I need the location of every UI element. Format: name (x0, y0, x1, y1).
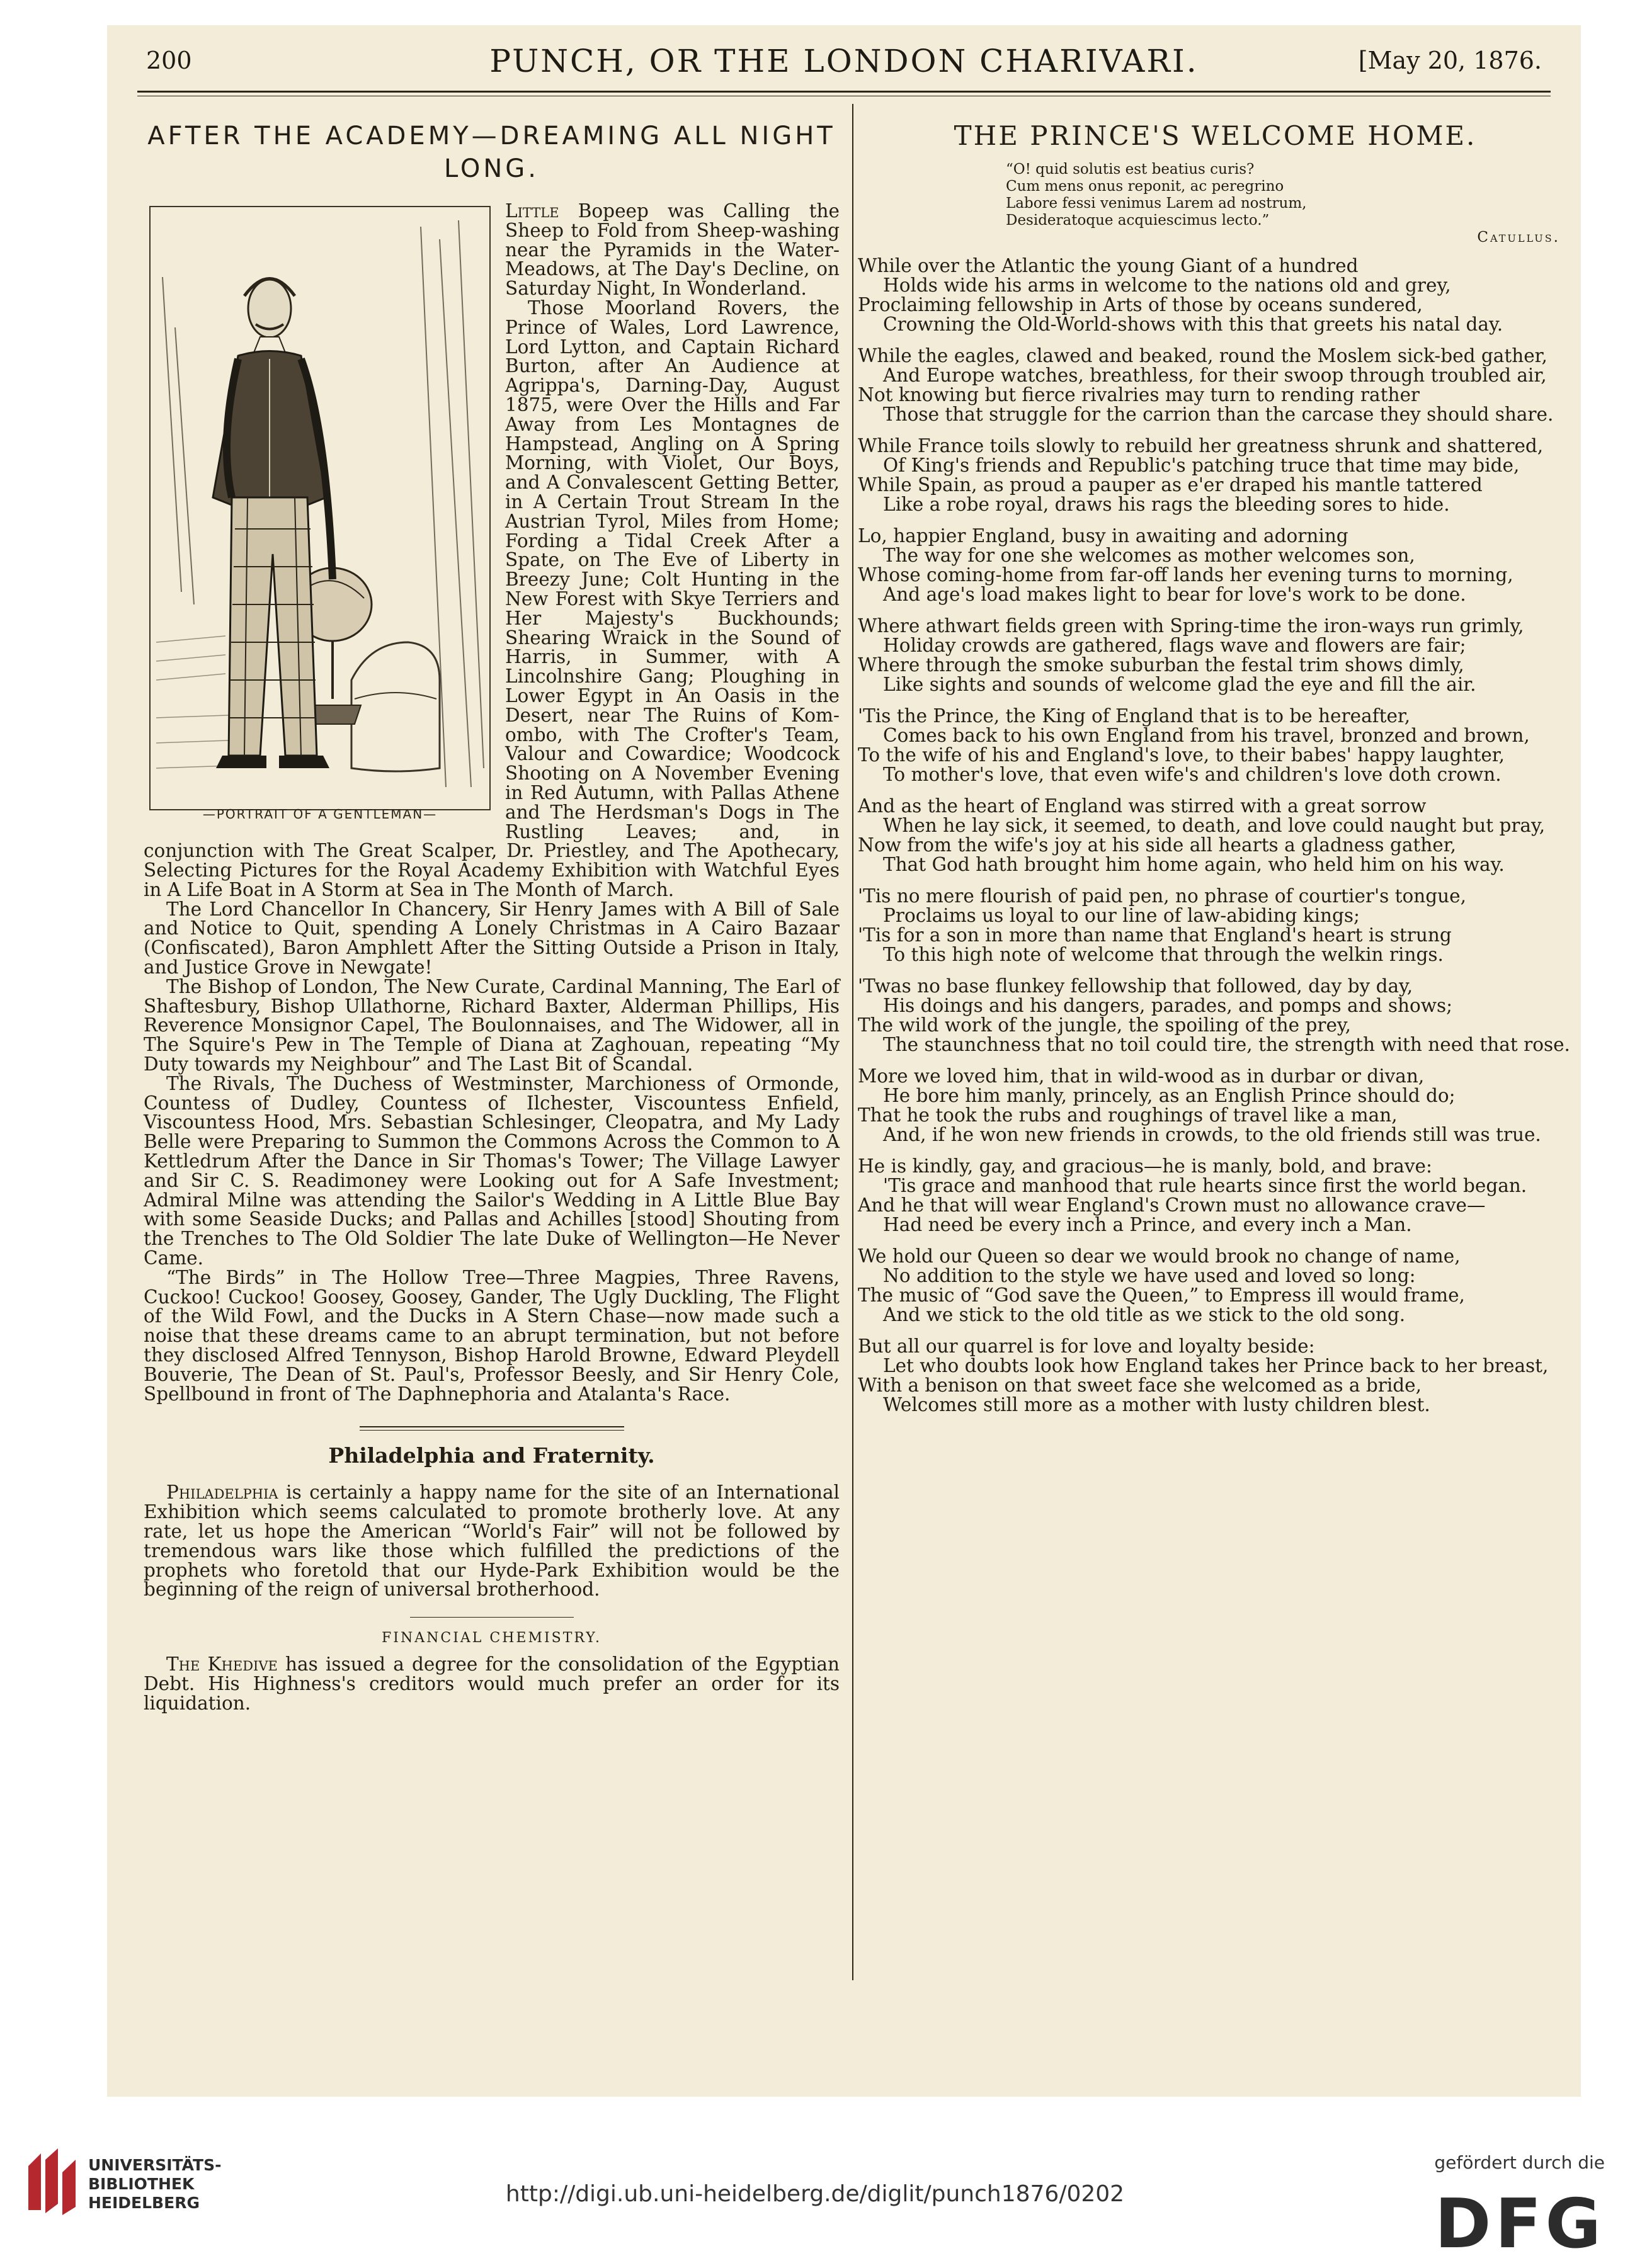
gentleman-engraving-icon (144, 201, 496, 834)
poem-stanza (858, 706, 1573, 785)
poem-line: And we stick to the old title as we stick to the old song. (883, 1304, 1406, 1325)
poem-line: While the eagles, clawed and beaked, round the Moslem sick-bed gather, (858, 345, 1547, 366)
university-name: UNIVERSITÄTS- BIBLIOTHEK HEIDELBERG (88, 2156, 222, 2212)
section-divider (360, 1426, 624, 1431)
poem-line: When he lay sick, it seemed, to death, and love could naught but pray, (883, 815, 1546, 836)
poem-stanza (858, 977, 1573, 1055)
poem-line: Those that struggle for the carrion than the carcase they should share. (883, 404, 1554, 425)
poem-line: 'Twas no base flunkey fellowship that followed, day by day, (858, 975, 1413, 997)
funded-by-label: gefördert durch die (1434, 2152, 1605, 2173)
poem-line: 'Tis grace and manhood that rule hearts since first the world began. (883, 1175, 1527, 1196)
poem-line: More we loved him, that in wild-wood as in durbar or divan, (858, 1065, 1425, 1087)
poem-line: Crowning the Old-World-shows with this that greets his natal day. (883, 314, 1503, 335)
poem-line: The wild work of the jungle, the spoiling of the prey, (858, 1014, 1352, 1036)
poem-line: Now from the wife's joy at his side all hearts a gladness gather, (858, 834, 1456, 856)
column-divider (852, 104, 853, 1980)
poem-line: 'Tis for a son in more than name that England's heart is strung (858, 924, 1452, 946)
illustration-caption: —PORTRAIT OF A GENTLEMAN— (202, 807, 438, 822)
epigraph (1006, 161, 1573, 246)
poem-line: Not knowing but fierce rivalries may turn to rending rather (858, 384, 1420, 405)
dfg-logo: DFG (1434, 2185, 1605, 2264)
article-paragraph: The Rivals, The Duchess of Westminster, Marchioness of Ormonde, Countess of Dudley, Countess of Ilchester, Viscountess Enfield, Viscountess Hood, Mrs. Sebastian Schlesinger, Cleopatra, and My Lady Belle were Preparing to Summon the Commons Across the Common to A Kettledrum After the Dance in Sir Thomas's Tower; The Village Lawyer and Sir C. S. Readimoney were Looking out for A Safe Investment; Admiral Milne was attending the Sailor's Wedding in A Little Blue Bay with some Seaside Ducks; and Pallas and Achilles [stood] Shouting from the Trenches to The Old Soldier The late Duke of Wellington—He Never Came. (144, 1072, 840, 1269)
poem-line: While Spain, as proud a pauper as e'er draped his mantle tattered (858, 474, 1483, 496)
poem-line: He bore him manly, princely, as an English Prince should do; (883, 1085, 1456, 1106)
poem-line: His doings and his dangers, parades, and pomps and shows; (883, 995, 1453, 1016)
poem-line: He is kindly, gay, and gracious—he is manly, bold, and brave: (858, 1155, 1432, 1177)
poem-line: While over the Atlantic the young Giant of a hundred (858, 255, 1359, 276)
poem-title: THE PRINCE'S WELCOME HOME. (954, 120, 1477, 151)
permalink-url[interactable]: http://digi.ub.uni-heidelberg.de/diglit/punch1876/0202 (505, 2181, 1125, 2207)
poem-stanza (858, 526, 1573, 604)
poem-line: Holiday crowds are gathered, flags wave and flowers are fair; (883, 635, 1466, 656)
epigraph-line: “O! quid solutis est beatius curis? (1006, 161, 1255, 178)
right-column (858, 120, 1573, 1427)
article-title: AFTER THE ACADEMY—DREAMING ALL NIGHT LONG. (147, 122, 836, 183)
poem-line: To mother's love, that even wife's and children's love doth crown. (883, 764, 1502, 785)
poem-line: We hold our Queen so dear we would brook no change of name, (858, 1245, 1461, 1267)
financial-chemistry-body: The Khedive has issued a degree for the consolidation of the Egyptian Debt. His Highness's creditors would much prefer an order for its liquidation. (144, 1653, 840, 1714)
poem-line: The staunchness that no toil could tire, the strength with need that rose. (883, 1034, 1570, 1055)
poem-line: That he took the rubs and roughings of travel like a man, (858, 1104, 1398, 1126)
philadelphia-body: Philadelphia is certainly a happy name for the site of an International Exhibition which seems calculated to promote brotherly love. At any rate, let us hope the American “World's Fair” will not be followed by tremendous wars like those which fulfilled the predictions of the prophets who foretold that our Hyde-Park Exhibition would be the beginning of the reign of universal brotherhood. (144, 1482, 840, 1601)
article-paragraph: The Lord Chancellor In Chancery, Sir Henry James with A Bill of Sale and Notice to Quit, spending A Lonely Christmas in A Cairo Bazaar (Confiscated), Baron Amphlett After the Sitting Outside a Prison in Italy, and Justice Grove in Newgate! (144, 898, 840, 978)
poem-stanza (858, 797, 1573, 875)
poem-line: Comes back to his own England from his travel, bronzed and brown, (883, 725, 1530, 746)
newspaper-page (107, 25, 1581, 2097)
poem-line: Lo, happier England, busy in awaiting and adorning (858, 525, 1348, 547)
poem-line: No addition to the style we have used and loved so long: (883, 1265, 1416, 1286)
poem-line: Like sights and sounds of welcome glad the eye and fill the air. (883, 674, 1476, 695)
poem-stanzas (858, 256, 1573, 1415)
poem-stanza (858, 436, 1573, 514)
poem-line: But all our quarrel is for love and loyalty beside: (858, 1335, 1315, 1357)
poem-line: 'Tis no mere flourish of paid pen, no phrase of courtier's tongue, (858, 885, 1466, 907)
khedive-lead: The Khedive (166, 1653, 278, 1675)
section-divider (410, 1617, 574, 1618)
issue-date: [May 20, 1876. (1358, 47, 1542, 74)
poem-line: And age's load makes light to bear for love's work to be done. (883, 584, 1466, 605)
poem-line: And he that will wear England's Crown must no allowance crave— (858, 1194, 1486, 1216)
poem-line: The music of “God save the Queen,” to Empress ill would frame, (858, 1284, 1465, 1306)
portrait-illustration (144, 201, 496, 834)
left-column (144, 120, 840, 1713)
poem-line: Let who doubts look how England takes her Prince back to her breast, (883, 1355, 1549, 1376)
philadelphia-lead: Philadelphia (166, 1482, 278, 1504)
financial-chemistry-title: FINANCIAL CHEMISTRY. (382, 1630, 601, 1647)
poem-line: And Europe watches, breathless, for their swoop through troubled air, (883, 365, 1547, 386)
digitization-footer (0, 2097, 1630, 2268)
poem-stanza (858, 1247, 1573, 1325)
article-body (144, 201, 840, 1403)
article-paragraph: Little Bopeep was Calling the Sheep to Fold from Sheep-washing near the Pyramids in the Water-Meadows, at The Day's Decline, on Saturday Night, In Wonderland. (505, 200, 840, 300)
poem-stanza (858, 1157, 1573, 1235)
philadelphia-title: Philadelphia and Fraternity. (328, 1443, 655, 1468)
poem-line: Welcomes still more as a mother with lusty children blest. (883, 1394, 1430, 1415)
article-paragraph: Those Moorland Rovers, the Prince of Wales, Lord Lawrence, Lord Lytton, and Captain Richard Burton, after An Audience at Agrippa's, Darning-Day, August 1875, were Over the Hills and Far Away from Les Montagnes de Hampstead, Angling on A Spring Morning, with Violet, Our Boys, and A Convalescent Getting Better, in A Certain Trout Stream In the Austrian Tyrol, Miles from Home; Fording a Tidal Creek After a Spate, on The Eve of Liberty in Breezy June; Colt Hunting in the New Forest with Skye Terriers and Her Majesty's Buckhounds; Shearing Wraick in the Sound of Harris, in Summer, with A Lincolnshire Gang; Ploughing in Lower Egypt in An Oasis in the Desert, near The Ruins of Kom-ombo, with The Crofter's Team, Valour and Cowardice; Woodcock Shooting on A November Evening in Red Autumn, with Pallas Athene and The Herdsman's Dogs in The Rustling Leaves; and, in conjunction with The Great Scalper, Dr. Priestley, and The Apothecary, Selecting Pictures for the Royal Academy Exhibition with Watchful Eyes in A Life Boat in A Storm at Sea in The Month of March. (144, 297, 840, 900)
poem-stanza (858, 887, 1573, 965)
poem-line: Where athwart fields green with Spring-time the iron-ways run grimly, (858, 615, 1524, 637)
poem-stanza (858, 256, 1573, 334)
poem-line: To this high note of welcome that through the welkin rings. (883, 944, 1444, 965)
poem-stanza (858, 1067, 1573, 1145)
poem-line: Holds wide his arms in welcome to the nations old and grey, (883, 275, 1451, 296)
poem-line: That God hath brought him home again, who held him on his way. (883, 854, 1505, 875)
poem-line: 'Tis the Prince, the King of England that is to be hereafter, (858, 705, 1411, 727)
poem-line: And as the heart of England was stirred with a great sorrow (858, 795, 1427, 817)
header-rule (137, 91, 1551, 93)
article-paragraph: “The Birds” in The Hollow Tree—Three Magpies, Three Ravens, Cuckoo! Cuckoo! Goosey, Goosey, Gander, The Ugly Duckling, The Flight of the Wild Fowl, and the Ducks in A Stern Chase—now made such a noise that these dreams came to an abrupt termination, but not before they disclosed Alfred Tennyson, Bishop Harold Browne, Edward Pleydell Bouverie, The Dean of St. Paul's, Professor Beesly, and Sir Henry Cole, Spellbound in front of The Daphnephoria and Atalanta's Race. (144, 1266, 840, 1405)
poem-stanza (858, 616, 1573, 695)
poem-line: With a benison on that sweet face she welcomed as a bride, (858, 1375, 1422, 1396)
page-number: 200 (146, 47, 192, 74)
epigraph-author: Catullus. (1477, 229, 1560, 246)
poem-line: Proclaiming fellowship in Arts of those by oceans sundered, (858, 294, 1423, 315)
poem-stanza (858, 1337, 1573, 1415)
dropcap-lead: Little (505, 200, 559, 222)
poem-line: Where through the smoke suburban the festal trim shows dimly, (858, 654, 1464, 676)
poem-line: Whose coming-home from far-off lands her evening turns to morning, (858, 564, 1513, 586)
poem-line: To the wife of his and England's love, to their babes' happy laughter, (858, 744, 1505, 766)
poem-line: Proclaims us loyal to our line of law-abiding kings; (883, 905, 1360, 926)
epigraph-line: Desideratoque acquiescimus lecto.” (1006, 212, 1270, 229)
epigraph-line: Labore fessi venimus Larem ad nostrum, (1006, 195, 1307, 212)
masthead-title: PUNCH, OR THE LONDON CHARIVARI. (489, 43, 1199, 79)
poem-line: And, if he won new friends in crowds, to the old friends still was true. (883, 1124, 1541, 1145)
poem-line: Of King's friends and Republic's patching truce that time may bide, (883, 455, 1520, 476)
poem-line: The way for one she welcomes as mother welcomes son, (883, 545, 1415, 566)
article-paragraph: The Bishop of London, The New Curate, Cardinal Manning, The Earl of Shaftesbury, Bishop Ullathorne, Richard Baxter, Alderman Phillips, His Reverence Monsignor Capel, The Boulonnaises, and The Widower, all in The Squire's Pew in The Temple of Diana at Zaghouan, repeating “My Duty towards my Neighbour” and The Last Bit of Scandal. (144, 975, 840, 1075)
poem-line: While France toils slowly to rebuild her greatness shrunk and shattered, (858, 435, 1544, 456)
poem-line: Like a robe royal, draws his rags the bleeding sores to hide. (883, 494, 1450, 515)
epigraph-line: Cum mens onus reponit, ac peregrino (1006, 178, 1284, 195)
poem-stanza (858, 346, 1573, 424)
poem-line: Had need be every inch a Prince, and every inch a Man. (883, 1214, 1412, 1235)
